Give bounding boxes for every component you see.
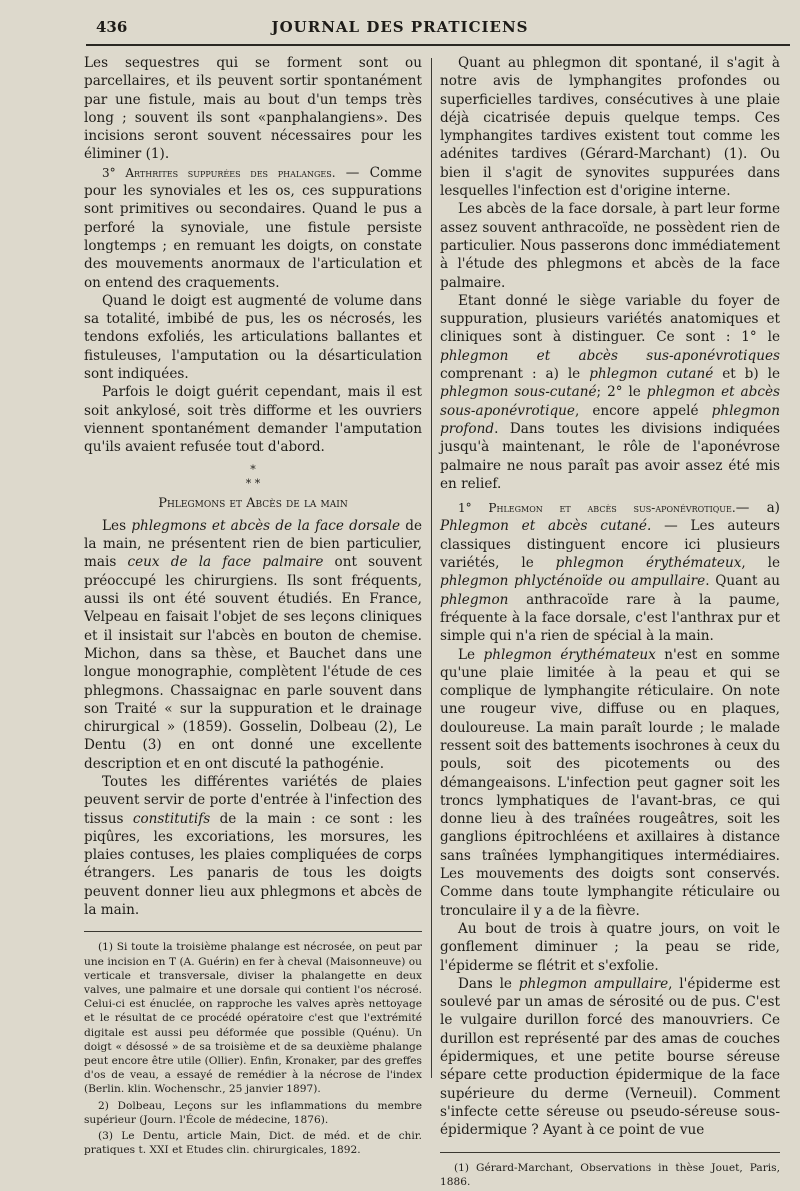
italic-text: phlegmon érythémateux — [483, 646, 656, 663]
text: . Dans toutes les divisions indiquées jusqu'à maintenant, le rôle de l'aponévrose palmaire ne nous paraît pas avoir assez été mis en relief. — [440, 420, 780, 492]
italic-text: Phlegmon et abcès cutané. — [440, 518, 652, 535]
text: Toutes les différentes variétés de plaies peuvent servir de porte d'entrée à l'infection des tissus — [84, 773, 422, 827]
paragraph: Quand le doigt est augmenté de volume dans sa totalité, imbibé de pus, les os nécrosés, les tendons exfoliés, les articulations ballantes et fistuleuses, l'amputation ou la désarticulation sont indiquées. — [84, 292, 422, 383]
text: , encore appelé — [574, 402, 712, 419]
footnote-rule — [84, 931, 422, 932]
text: , l'épiderme est soulevé par un amas de sérosité ou de pus. C'est le vulgaire durillon forcé des manouvriers. Ce durillon est représenté par des amas de couches épidermiques, et une petite bourse séreuse sépare cette production épidermique de la face supérieure du derme (Verneuil). Comment s'infecte cette séreuse ou pseudo-séreuse sous-épidermique ? Ayant à ce point de vue — [440, 975, 780, 1139]
footnotes-left — [84, 940, 422, 1157]
right-column — [440, 54, 780, 1191]
italic-text: phlegmon et abcès sus-aponévrotiques — [440, 347, 780, 364]
italic-text: phlegmon cutané — [589, 366, 714, 383]
italic-text: phlegmon — [440, 591, 509, 608]
column-divider — [431, 58, 432, 1078]
paragraph: Les abcès de la face dorsale, à part leur forme assez souvent anthracoïde, ne possèdent rien de particulier. Nous passerons donc immédiatement à l'étude des phlegmons et abcès de la face palmaire. — [440, 201, 780, 291]
paragraph-plaies — [84, 773, 422, 919]
footnote-rule — [440, 1152, 780, 1153]
text: de la main : ce sont : les piqûres, les excoriations, les morsures, les plaies contuses, les plaies compliquées de corps étrangers. Les panaris de tous les doigts peuvent donner lieu aux phlegmons et abcès de la main. — [84, 810, 422, 919]
text: de la main, ne présentent rien de bien particulier, mais — [84, 517, 422, 571]
italic-text: phlegmon profond — [440, 402, 780, 437]
page-number: 436 — [96, 18, 128, 36]
footnotes-right — [440, 1161, 780, 1189]
paragraph: Au bout de trois à quatre jours, on voit le gonflement diminuer ; la peau se ride, l'épiderme se flétrit et s'exfolie. — [440, 920, 780, 974]
text: anthracoïde rare à la paume, fréquente à la face dorsale, c'est l'anthrax pur et simple qui n'a rien de spécial à la main. — [440, 591, 780, 645]
asterism: * * * — [245, 462, 261, 490]
italic-text: constitutifs — [132, 810, 211, 827]
paragraph-phlegmons — [84, 517, 422, 773]
page-header — [96, 14, 704, 38]
subheading: 3° Arthrites suppurées des phalanges. — [102, 165, 336, 180]
text: et b) le — [713, 366, 780, 383]
footnote-2: 2) Dolbeau, Leçons sur les inflammations du membre supérieur (Journ. l'École de médecine, 1876). — [84, 1099, 422, 1126]
italic-text: phlegmon ampullaire — [518, 975, 669, 992]
text: — a) — [735, 500, 780, 517]
paragraph-varietes — [440, 292, 780, 493]
italic-text: phlegmon phlycténoïde ou ampullaire — [440, 573, 706, 590]
text: Les — [102, 517, 132, 534]
italic-text: phlegmons et abcès de la face dorsale — [131, 517, 400, 534]
left-column — [84, 54, 422, 1159]
paragraph-ampullaire — [440, 975, 780, 1140]
footnote-1: (1) Gérard-Marchant, Observations in thèse Jouet, Paris, 1886. — [440, 1161, 780, 1188]
italic-text: ceux de la face palmaire — [127, 554, 324, 571]
paragraph: Quant au phlegmon dit spontané, il s'agit à notre avis de lymphangites profondes ou superficielles tardives, consécutives à une plaie déjà cicatrisée depuis quelque temps. Ces lymphangites tardives existent tout comme les adénites tardives (Gérard-Marchant) (1). Ou bien il s'agit de synovites suppurées dans lesquelles l'infection est d'origine interne. — [440, 55, 780, 200]
paragraph: Les sequestres qui se forment sont ou parcellaires, et ils peuvent sortir spontanément par une fistule, mais au bout d'un temps très long ; souvent ils sont «panphalangiens». Des incisions seront souvent nécessaires pour les éliminer (1). — [84, 55, 422, 163]
paragraph-sus-aponevrotique — [440, 499, 780, 645]
text: Etant donné le siège variable du foyer de suppuration, plusieurs variétés anatomiques et cliniques sont à distinguer. Ce sont : 1° le — [440, 292, 780, 346]
text: Le — [458, 646, 484, 663]
italic-text: phlegmon et abcès sous-aponévrotique — [440, 384, 780, 419]
journal-title: JOURNAL DES PRATICIENS — [271, 18, 529, 36]
header-rule — [86, 44, 790, 46]
text: n'est en somme qu'une plaie limitée à la peau et qui se complique de lymphangite réticulaire. On note une rougeur vive, diffuse ou en plaques, douloureuse. La main paraît lourde ; le malade ressent soit des battements isochrones à ceux du pouls, soit des picotements ou des démangeaisons. L'infection peut gagner soit les troncs lymphatiques de l'avant-bras, ce qui donne lieu à des traînées rougeâtres, soit les ganglions épitrochléens et axillaires à distance sans traînées lymphangitiques intermédiaires. Les mouvements des doigts sont conservés. Comme dans toute lymphangite réticulaire ou tronculaire il y a de la fièvre. — [440, 646, 780, 919]
paragraph-arthrites — [84, 164, 422, 292]
text: . Quant au — [705, 573, 781, 590]
text: , le — [741, 555, 780, 572]
italic-text: phlegmon érythémateux — [555, 555, 742, 572]
text: ont souvent préoccupé les chirurgiens. Ils sont fréquents, aussi ils ont été souvent étudiés. En France, Velpeau en faisait l'objet de ses leçons cliniques et il insistait sur l'abcès en bouton de chemise. Michon, dans sa thèse, et Bauchet dans une longue monographie, complètent l'étude de ces phlegmons. Chassaignac en parle souvent dans son Traité « sur la suppuration et le drainage chirurgical » (1859). Gosselin, Dolbeau (2), Le Dentu (3) en ont donné une excellente description et en ont discuté la pathogénie. — [84, 554, 423, 772]
paragraph: Parfois le doigt guérit cependant, mais il est soit ankylosé, soit très difforme et les ouvriers viennent spontanément demander l'amputation qu'ils avaient refusée tout d'abord. — [84, 384, 422, 456]
paragraph-text: — Comme pour les synoviales et les os, ces suppurations sont primitives ou secondaires. Quand le pus a perforé la synoviale, une fistule persiste longtemps ; en remuant les doigts, on constate des mouvements anormaux de l'articulation et on entend des craquements. — [84, 164, 422, 291]
paragraph-erythemateux — [440, 646, 780, 920]
subheading: 1° Phlegmon et abcès sus-aponévrotique. — [458, 501, 736, 516]
footnote-1: (1) Si toute la troisième phalange est nécrosée, on peut par une incision en T (A. Guérin) en fer à cheval (Maisonneuve) ou verticale et transversale, diviser la phalangette en deux valves, une palmaire et une dorsale qui contient l'os nécrosé. Celui-ci est énuclée, on rapproche les valves après nettoyage et le résultat de ce procédé opératoire c'est que l'extrémité digitale est aussi peu déformée que possible (Quénu). Un doigt « désossé » de sa troisième et de sa deuxième phalange peut encore être utile (Ollier). Enfin, Kronaker, par des greffes d'os de veau, a essayé de remédier à la nécrose de l'index (Berlin. klin. Wochenschr., 25 janvier 1897). — [84, 941, 422, 1096]
text: ; 2° le — [596, 384, 647, 401]
footnote-3: (3) Le Dentu, article Main, Dict. de méd. et de chir. pratiques t. XXI et Etudes clin. chirurgicales, 1892. — [84, 1130, 422, 1157]
text: — Les auteurs classiques distinguent encore ici plusieurs variétés, le — [440, 518, 780, 572]
text: Dans le — [458, 975, 519, 992]
section-title: Phlegmons et Abcès de la main — [158, 495, 348, 511]
italic-text: phlegmon sous-cutané — [440, 384, 597, 401]
text: comprenant : a) le — [440, 366, 590, 383]
